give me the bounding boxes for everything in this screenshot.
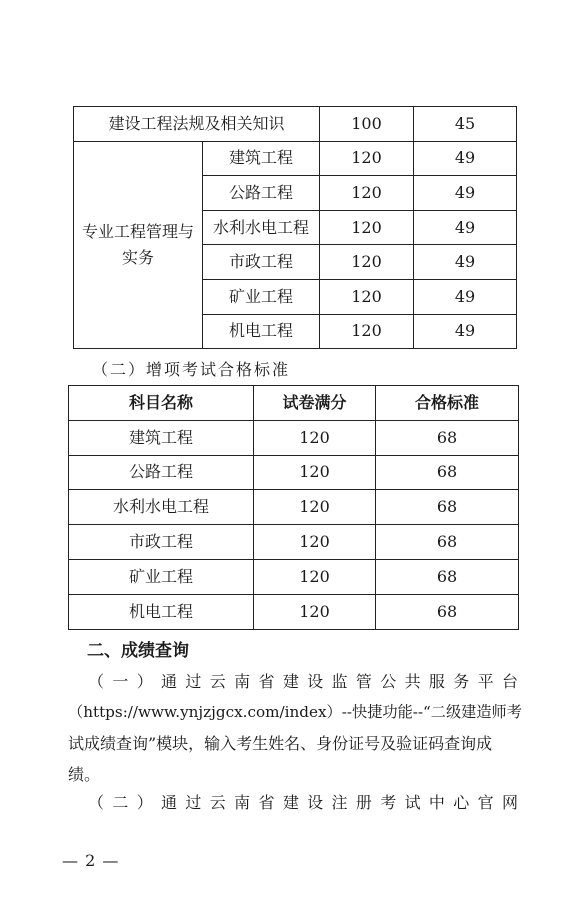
full-score-cell: 120 xyxy=(254,559,376,594)
full-score-cell: 120 xyxy=(254,490,376,525)
subject-cell: 矿业工程 xyxy=(203,279,320,314)
paragraph-line-url: （https://www.ynjzjgcx.com/index）--快捷功能--“二级建造师考 xyxy=(68,703,522,721)
full-score-cell: 120 xyxy=(320,141,414,176)
page-number: — 2 — xyxy=(62,851,120,870)
subject-cell: 机电工程 xyxy=(203,314,320,349)
subject-cell: 机电工程 xyxy=(69,594,254,629)
section-caption: （二）增项考试合格标准 xyxy=(92,360,291,379)
subject-cell: 市政工程 xyxy=(203,245,320,280)
full-score-cell: 120 xyxy=(320,245,414,280)
pass-score-cell: 49 xyxy=(414,176,517,211)
table-row xyxy=(74,141,517,176)
subject-cell: 公路工程 xyxy=(69,455,254,490)
pass-score-cell: 68 xyxy=(376,559,519,594)
subject-cell: 水利水电工程 xyxy=(69,490,254,525)
table-row xyxy=(69,455,519,490)
table-row xyxy=(74,107,517,142)
pass-score-cell: 68 xyxy=(376,490,519,525)
pass-score-cell: 45 xyxy=(414,107,517,142)
exam-standard-table xyxy=(73,106,517,349)
paragraph-official-site xyxy=(68,787,518,818)
subject-cell: 建设工程法规及相关知识 xyxy=(74,107,320,142)
table-row xyxy=(69,420,519,455)
full-score-cell: 100 xyxy=(320,107,414,142)
column-header: 科目名称 xyxy=(69,386,254,421)
full-score-cell: 120 xyxy=(320,279,414,314)
additional-exam-table xyxy=(68,385,519,630)
full-score-cell: 120 xyxy=(320,210,414,245)
table-row xyxy=(69,490,519,525)
pass-score-cell: 49 xyxy=(414,210,517,245)
full-score-cell: 120 xyxy=(320,314,414,349)
pass-score-cell: 68 xyxy=(376,455,519,490)
full-score-cell: 120 xyxy=(254,525,376,560)
full-score-cell: 120 xyxy=(254,420,376,455)
table-row xyxy=(69,559,519,594)
paragraph-line: （一）通过云南省建设监管公共服务平台 xyxy=(88,672,518,691)
group-label-cell xyxy=(74,141,203,349)
full-score-cell: 120 xyxy=(320,176,414,211)
table-row xyxy=(69,594,519,629)
full-score-cell: 120 xyxy=(254,594,376,629)
pass-score-cell: 68 xyxy=(376,420,519,455)
pass-score-cell: 49 xyxy=(414,314,517,349)
subject-cell: 公路工程 xyxy=(203,176,320,211)
pass-score-cell: 68 xyxy=(376,594,519,629)
paragraph-line: （二）通过云南省建设注册考试中心官网 xyxy=(88,793,518,812)
table-row xyxy=(69,525,519,560)
full-score-cell: 120 xyxy=(254,455,376,490)
column-header: 试卷满分 xyxy=(254,386,376,421)
column-header: 合格标准 xyxy=(376,386,519,421)
pass-score-cell: 68 xyxy=(376,525,519,560)
group-label: 专业工程管理与实务 xyxy=(81,221,194,267)
pass-score-cell: 49 xyxy=(414,141,517,176)
subject-cell: 市政工程 xyxy=(69,525,254,560)
subject-cell: 水利水电工程 xyxy=(203,210,320,245)
paragraph-line: 试成绩查询”模块，输入考生姓名、身份证号及验证码查询成绩。 xyxy=(68,734,493,784)
paragraph-query-platform xyxy=(68,666,522,790)
section-heading: 二、成绩查询 xyxy=(87,641,189,661)
pass-score-cell: 49 xyxy=(414,279,517,314)
table-header-row xyxy=(69,386,519,421)
subject-cell: 建筑工程 xyxy=(203,141,320,176)
pass-score-cell: 49 xyxy=(414,245,517,280)
subject-cell: 矿业工程 xyxy=(69,559,254,594)
subject-cell: 建筑工程 xyxy=(69,420,254,455)
